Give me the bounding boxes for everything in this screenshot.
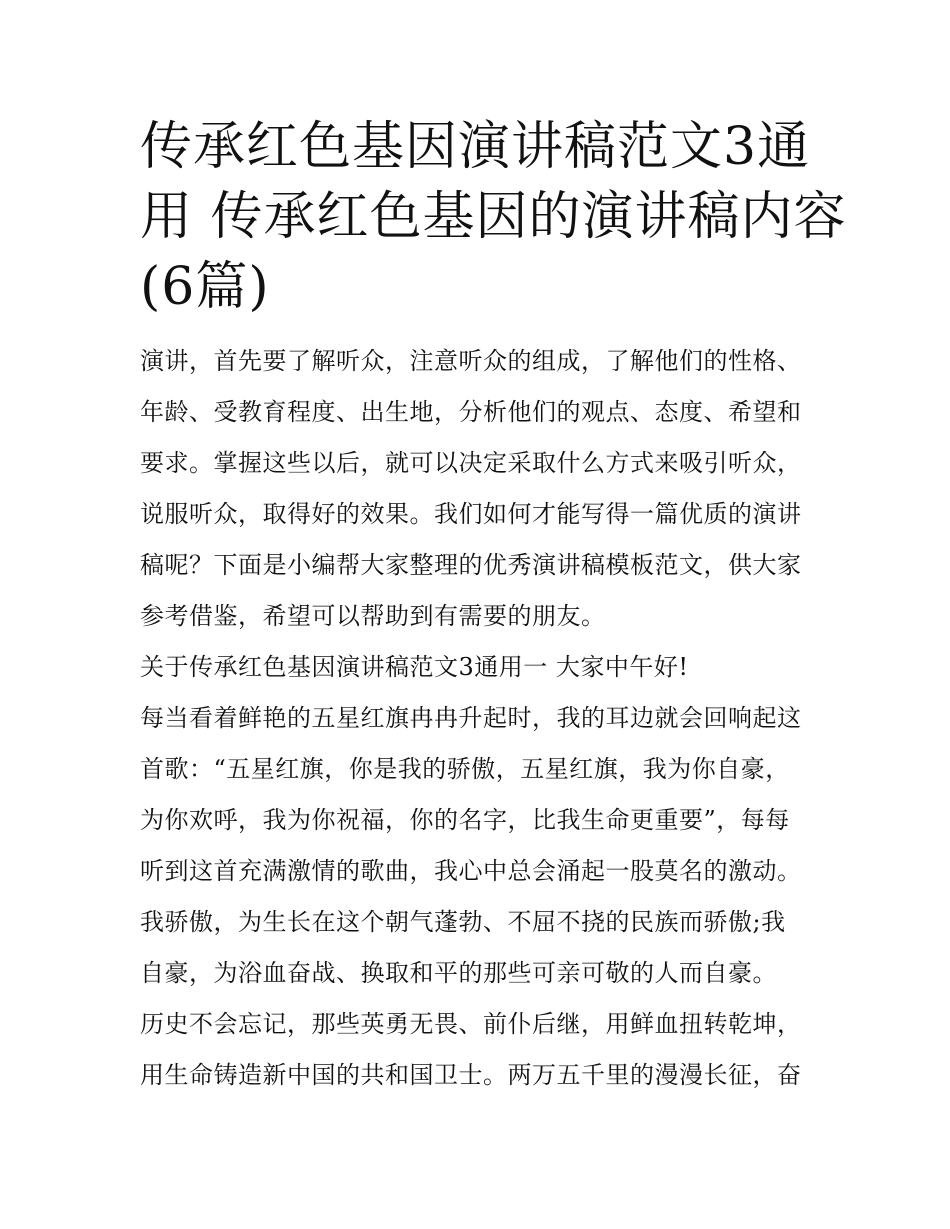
text-line: 历史不会忘记，那些英勇无畏、前仆后继，用鲜血扭转乾坤， xyxy=(140,1010,802,1038)
document-title xyxy=(140,112,847,322)
document-page xyxy=(140,112,847,1101)
text-line: 说服听众，取得好的效果。我们如何才能写得一篇优质的演讲 xyxy=(140,500,802,528)
text-line: 为你欢呼，我为你祝福，你的名字，比我生命更重要”，每每 xyxy=(140,806,790,834)
text-line: 每当看着鲜艳的五星红旗冉冉升起时，我的耳边就会回响起这 xyxy=(140,704,802,732)
text-line: 听到这首充满激情的歌曲，我心中总会涌起一股莫名的激动。 xyxy=(140,857,802,885)
text-line: 我骄傲，为生长在这个朝气蓬勃、不屈不挠的民族而骄傲;我 xyxy=(140,908,786,936)
title-line: 传承红色基因演讲稿范文3通 xyxy=(140,117,811,177)
text-line: 自豪，为浴血奋战、换取和平的那些可亲可敬的人而自豪。 xyxy=(140,959,777,987)
text-line: 演讲，首先要了解听众，注意听众的组成，了解他们的性格、 xyxy=(140,347,802,375)
text-line: 要求。掌握这些以后，就可以决定采取什么方式来吸引听众， xyxy=(140,449,802,477)
title-line: 用 传承红色基因的演讲稿内容 xyxy=(140,187,847,247)
title-line: (6篇) xyxy=(140,257,270,317)
text-line: 用生命铸造新中国的共和国卫士。两万五千里的漫漫长征，奋 xyxy=(140,1061,802,1089)
text-line: 年龄、受教育程度、出生地，分析他们的观点、态度、希望和 xyxy=(140,398,802,426)
text-line: 首歌：“五星红旗，你是我的骄傲，五星红旗，我为你自豪， xyxy=(140,755,790,783)
section-heading-line: 关于传承红色基因演讲稿范文3通用一 大家中午好! xyxy=(140,653,689,681)
document-body xyxy=(140,336,820,1101)
text-line: 稿呢？下面是小编帮大家整理的优秀演讲稿模板范文，供大家 xyxy=(140,551,802,579)
text-line: 参考借鉴，希望可以帮助到有需要的朋友。 xyxy=(140,602,606,630)
